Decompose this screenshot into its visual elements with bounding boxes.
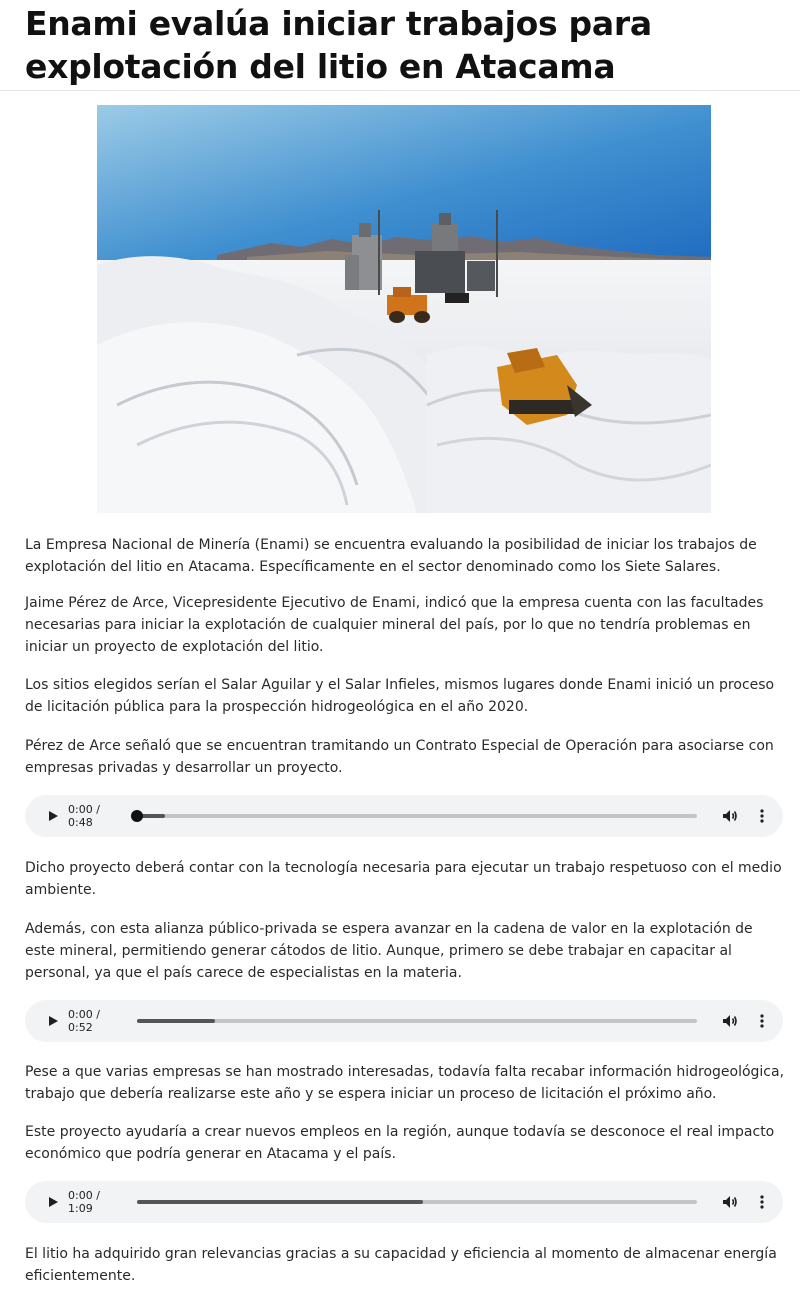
audio-progress-bar[interactable] xyxy=(137,1200,697,1204)
audio-buffer-fill xyxy=(137,1019,215,1023)
volume-icon xyxy=(722,1014,738,1028)
title-divider xyxy=(0,90,800,91)
paragraph: Pérez de Arce señaló que se encuentran tramitando un Contrato Especial de Operación para asociarse con empresas privadas y desarrollar un proyecto. xyxy=(25,738,774,776)
volume-button[interactable] xyxy=(713,1181,747,1223)
more-options-button[interactable] xyxy=(747,1000,777,1042)
paragraph: Este proyecto ayudaría a crear nuevos empleos en la región, aunque todavía se desconoce el real impacto económico que podría generar en Atacama y el país. xyxy=(25,1124,775,1162)
paragraph: Pese a que varias empresas se han mostrado interesadas, todavía falta recabar información hidrogeológica, trabajo que debería realizarse este año y se espera iniciar un proceso de licitación el próximo año. xyxy=(25,1064,785,1102)
audio-time: 0:00 / 0:48 xyxy=(68,803,100,829)
play-button[interactable] xyxy=(25,795,65,837)
more-vertical-icon xyxy=(760,1195,764,1209)
paragraph: El litio ha adquirido gran relevancias gracias a su capacidad y eficiencia al momento de almacenar energía eficientemente. xyxy=(25,1246,777,1284)
audio-player[interactable] xyxy=(25,1000,783,1042)
audio-time: 0:00 / 1:09 xyxy=(68,1189,100,1215)
audio-progress-bar[interactable] xyxy=(137,1019,697,1023)
audio-player[interactable] xyxy=(25,795,783,837)
audio-player[interactable] xyxy=(25,1181,783,1223)
more-vertical-icon xyxy=(760,809,764,823)
play-button[interactable] xyxy=(25,1000,65,1042)
audio-buffer-fill xyxy=(137,1200,423,1204)
volume-button[interactable] xyxy=(713,1000,747,1042)
paragraph: La Empresa Nacional de Minería (Enami) se encuentra evaluando la posibilidad de iniciar los trabajos de explotación del litio en Atacama. Específicamente en el sector denominado como los Siete Salares. xyxy=(25,537,757,575)
article-hero-image xyxy=(97,105,711,513)
paragraph: Jaime Pérez de Arce, Vicepresidente Ejecutivo de Enami, indicó que la empresa cuenta con las facultades necesarias para iniciar la explotación de cualquier mineral del país, por lo que no tendría problemas en iniciar un proyecto de explotación del litio. xyxy=(25,595,764,655)
play-icon xyxy=(47,1196,59,1208)
volume-icon xyxy=(722,1195,738,1209)
audio-time: 0:00 / 0:52 xyxy=(68,1008,100,1034)
audio-seek-thumb[interactable] xyxy=(131,810,143,822)
salt-flat-photo xyxy=(97,105,711,513)
volume-icon xyxy=(722,809,738,823)
paragraph: Los sitios elegidos serían el Salar Aguilar y el Salar Infieles, mismos lugares donde Enami inició un proceso de licitación pública para la prospección hidrogeológica en el año 2020. xyxy=(25,677,775,715)
volume-button[interactable] xyxy=(713,795,747,837)
more-options-button[interactable] xyxy=(747,795,777,837)
paragraph: Dicho proyecto deberá contar con la tecnología necesaria para ejecutar un trabajo respetuoso con el medio ambiente. xyxy=(25,860,782,898)
more-vertical-icon xyxy=(760,1014,764,1028)
article-title: Enami evalúa iniciar trabajos para explotación del litio en Atacama xyxy=(25,4,652,86)
more-options-button[interactable] xyxy=(747,1181,777,1223)
play-button[interactable] xyxy=(25,1181,65,1223)
audio-progress-bar[interactable] xyxy=(137,814,697,818)
paragraph: Además, con esta alianza público-privada se espera avanzar en la cadena de valor en la explotación de este mineral, permitiendo generar cátodos de litio. Aunque, primero se debe trabajar en capacitar al personal, ya que el país carece de especialistas en la materia. xyxy=(25,921,753,981)
play-icon xyxy=(47,1015,59,1027)
play-icon xyxy=(47,810,59,822)
